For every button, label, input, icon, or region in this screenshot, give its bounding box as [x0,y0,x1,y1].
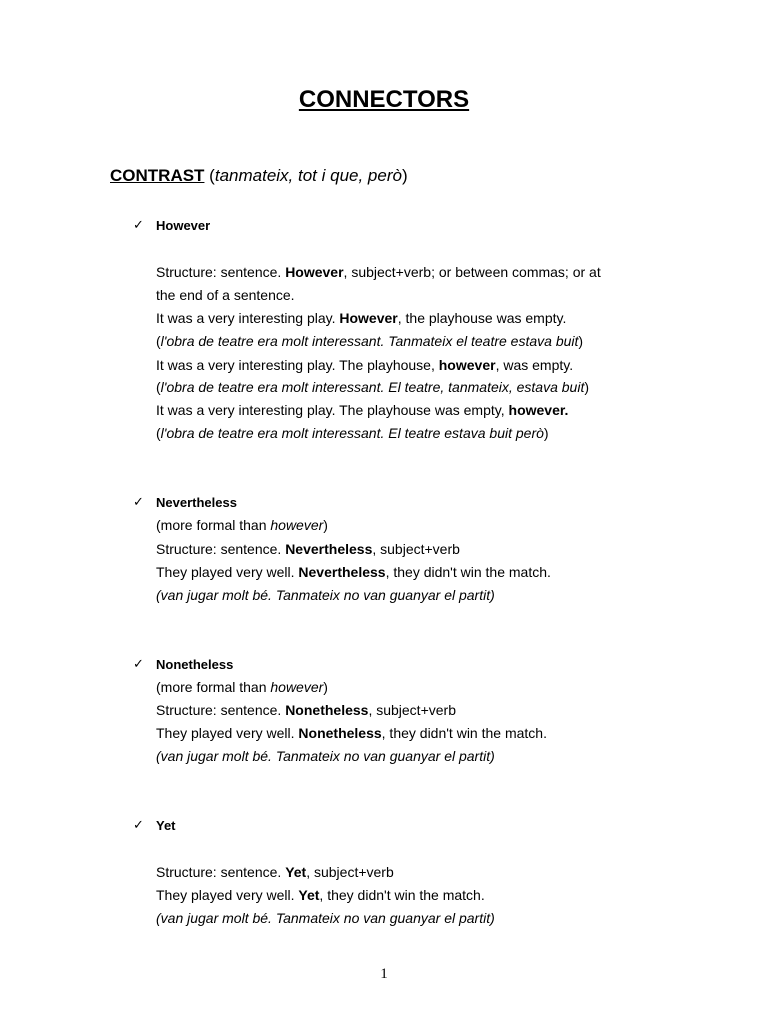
text: , the playhouse was empty. [397,310,567,326]
text: , they didn't win the match. [385,564,551,580]
text: ) [323,517,328,533]
page-number: 1 [380,966,388,982]
check-icon: ✓ [133,217,144,232]
however-example-3 [156,401,568,419]
however-translation-1 [156,332,583,350]
text: Structure: sentence. [156,864,286,880]
section-name: CONTRAST [110,166,205,185]
translation: l'obra de teatre era molt interessant. Tanmateix el teatre estava buit [160,333,579,349]
text: (more formal than [156,679,271,695]
check-icon: ✓ [133,817,144,832]
check-icon: ✓ [133,656,144,671]
keyword: however [270,517,324,533]
text: It was a very interesting play. The playhouse was empty, [156,402,509,418]
text: , subject+verb [368,702,456,718]
check-icon: ✓ [133,494,144,509]
text: , was empty. [495,357,574,373]
text: Structure: sentence. [156,702,286,718]
text: ) [323,679,328,695]
nevertheless-note [156,516,328,534]
however-translation-3 [156,424,549,442]
text: , subject+verb [306,864,394,880]
nevertheless-example [156,563,551,581]
text: ) [584,379,590,395]
section-heading-contrast [110,165,408,187]
text: (more formal than [156,517,271,533]
nevertheless-structure [156,540,460,558]
document-title: CONNECTORS [298,86,470,113]
text: , subject+verb; or between commas; or at [343,264,601,280]
text: Structure: sentence. [156,541,286,557]
keyword: however. [508,402,569,418]
keyword: however [438,357,496,373]
text: , they didn't win the match. [381,725,547,741]
text: They played very well. [156,725,299,741]
keyword: Nevertheless [285,541,373,557]
text: It was a very interesting play. [156,310,340,326]
keyword: Yet [298,887,320,903]
nonetheless-structure [156,701,456,719]
section-close-paren: ) [401,166,408,185]
yet-translation: (van jugar molt bé. Tanmateix no van guanyar el partit) [156,910,495,926]
bullet-heading-nevertheless: Nevertheless [156,495,237,510]
nevertheless-translation: (van jugar molt bé. Tanmateix no van guanyar el partit) [156,587,495,603]
yet-example [156,886,485,904]
text: ) [578,333,584,349]
keyword: Nonetheless [298,725,382,741]
nonetheless-note [156,678,328,696]
keyword: However [285,264,344,280]
keyword: Nevertheless [298,564,386,580]
nonetheless-translation: (van jugar molt bé. Tanmateix no van guanyar el partit) [156,748,495,764]
however-structure [156,263,601,281]
section-open-paren: ( [204,166,215,185]
translation: l'obra de teatre era molt interessant. El teatre, tanmateix, estava buit [160,379,585,395]
section-translation: tanmateix, tot i que, però [214,166,402,185]
text: They played very well. [156,564,299,580]
text: ) [543,425,549,441]
text: ( [156,379,161,395]
however-example-1 [156,309,566,327]
text: Structure: sentence. [156,264,286,280]
nonetheless-example [156,724,547,742]
text: , they didn't win the match. [319,887,485,903]
bullet-heading-however: However [156,218,211,233]
yet-structure [156,863,394,881]
text: They played very well. [156,887,299,903]
bullet-heading-nonetheless: Nonetheless [156,657,234,672]
keyword: however [270,679,324,695]
text: ( [156,425,161,441]
text: ( [156,333,161,349]
text: , subject+verb [372,541,460,557]
bullet-heading-yet: Yet [156,818,176,833]
translation: l'obra de teatre era molt interessant. El teatre estava buit però [160,425,544,441]
however-structure-cont: the end of a sentence. [156,287,295,303]
however-example-2 [156,356,573,374]
keyword: However [339,310,398,326]
keyword: Nonetheless [285,702,369,718]
text: It was a very interesting play. The playhouse, [156,357,439,373]
however-translation-2 [156,378,589,396]
keyword: Yet [285,864,307,880]
